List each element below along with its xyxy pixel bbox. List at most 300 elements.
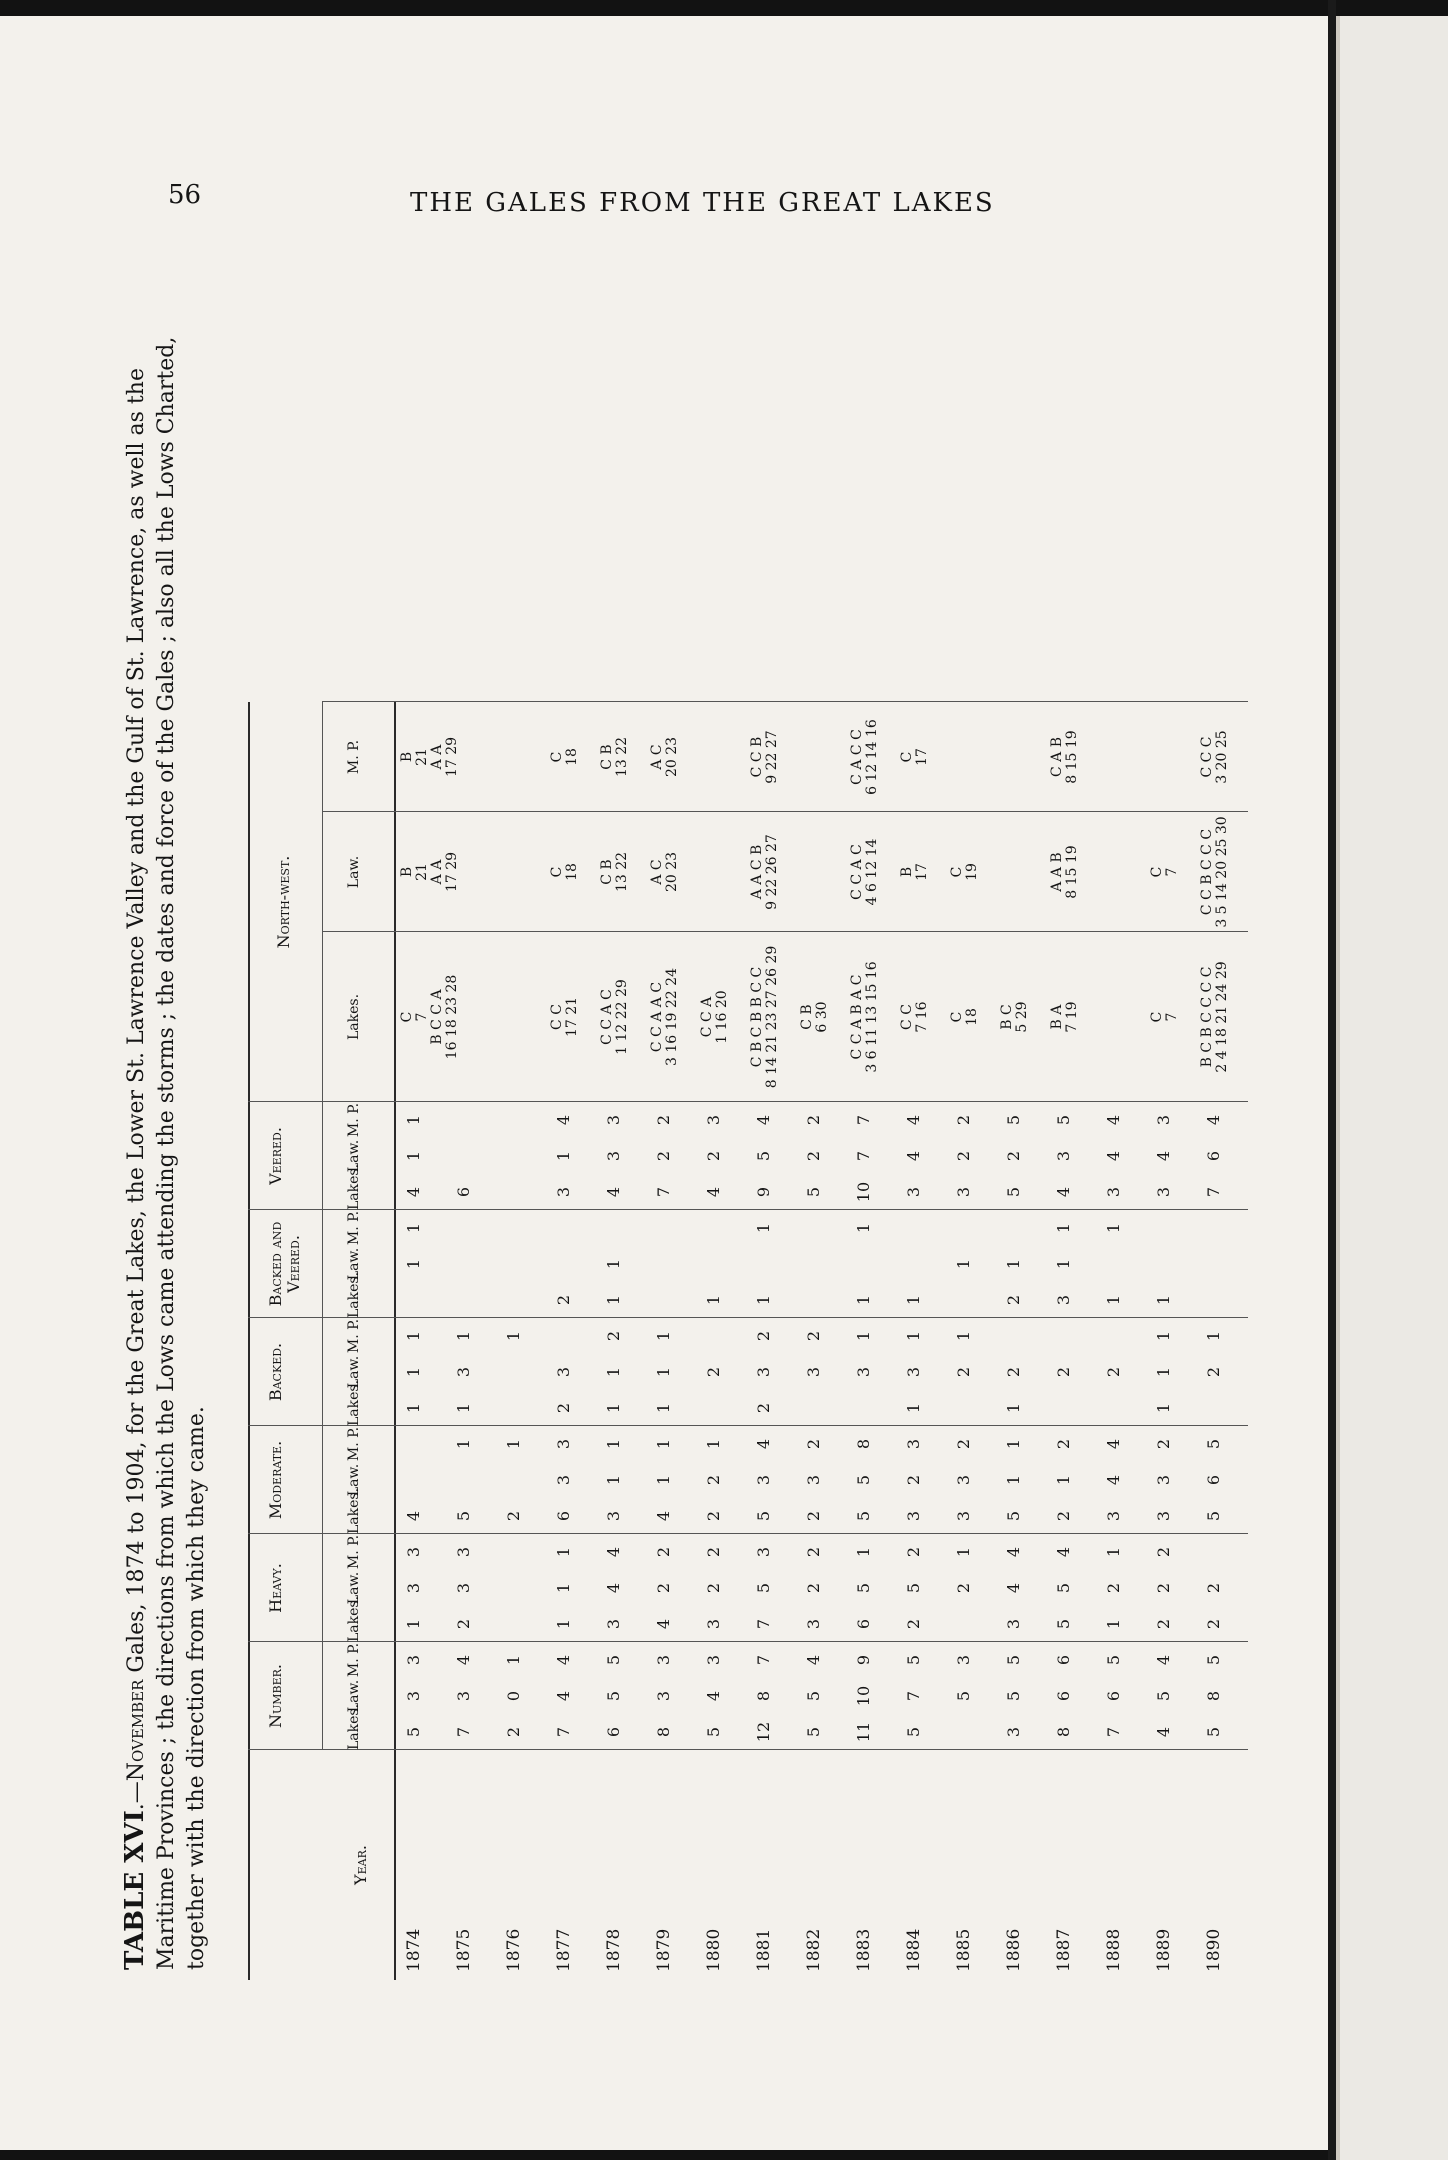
value-cell: 3 bbox=[954, 1474, 973, 1486]
value-cell: 3 bbox=[604, 1150, 623, 1162]
value-cell: 1 bbox=[604, 1294, 623, 1306]
year-cell: 1887 bbox=[1054, 1928, 1074, 1972]
value-cell: 3 bbox=[904, 1438, 923, 1450]
value-cell: 4 bbox=[404, 1510, 423, 1522]
value-cell: 1 bbox=[1054, 1222, 1073, 1234]
nw-entry: C B C B B C C 8 14 21 23 27 26 29 bbox=[749, 945, 780, 1089]
value-cell: 3 bbox=[754, 1474, 773, 1486]
value-cell: 5 bbox=[1004, 1690, 1023, 1702]
value-cell: 1 bbox=[1004, 1438, 1023, 1450]
value-cell: 4 bbox=[704, 1690, 723, 1702]
nw-entry: C C A A C 3 16 19 22 24 bbox=[649, 968, 680, 1066]
nw-entry: A C 20 23 bbox=[649, 736, 680, 778]
nw-entry: B C B C C C C 2 4 18 21 24 29 bbox=[1199, 961, 1230, 1073]
value-cell: 2 bbox=[804, 1438, 823, 1450]
value-cell: 3 bbox=[704, 1654, 723, 1666]
value-cell: 9 bbox=[854, 1654, 873, 1666]
nw-entry: A A C B 9 22 26 27 bbox=[749, 834, 780, 910]
nw-entry: C C 17 21 bbox=[549, 996, 580, 1038]
nw-entry: C C A B A C 3 6 11 13 15 16 bbox=[849, 961, 880, 1073]
value-cell: 3 bbox=[454, 1690, 473, 1702]
value-cell: 1 bbox=[404, 1222, 423, 1234]
value-cell: 4 bbox=[554, 1654, 573, 1666]
value-cell: 11 bbox=[854, 1721, 873, 1743]
value-cell: 5 bbox=[854, 1582, 873, 1594]
year-cell: 1874 bbox=[404, 1928, 424, 1972]
value-cell: 10 bbox=[854, 1685, 873, 1707]
value-cell: 4 bbox=[704, 1186, 723, 1198]
value-cell: 3 bbox=[1104, 1186, 1123, 1198]
rotated-table-block bbox=[120, 260, 1260, 1980]
value-cell: 1 bbox=[454, 1402, 473, 1414]
group-header-4: Backed and Veered. bbox=[266, 1221, 303, 1307]
value-cell: 3 bbox=[604, 1510, 623, 1522]
value-cell: 1 bbox=[404, 1258, 423, 1270]
value-cell: 6 bbox=[554, 1510, 573, 1522]
value-cell: 1 bbox=[704, 1294, 723, 1306]
value-cell: 4 bbox=[1204, 1114, 1223, 1126]
value-cell: 5 bbox=[1004, 1510, 1023, 1522]
value-cell: 2 bbox=[554, 1294, 573, 1306]
value-cell: 2 bbox=[1104, 1366, 1123, 1378]
value-cell: 1 bbox=[604, 1438, 623, 1450]
value-cell: 7 bbox=[754, 1618, 773, 1630]
group-header-1: Heavy. bbox=[266, 1563, 285, 1613]
value-cell: 1 bbox=[1004, 1474, 1023, 1486]
sub-header-5-1: Law. bbox=[346, 1139, 362, 1173]
value-cell: 4 bbox=[904, 1114, 923, 1126]
value-cell: 4 bbox=[754, 1114, 773, 1126]
nw-entry: C C A C 4 6 12 14 bbox=[849, 838, 880, 906]
table-caption bbox=[120, 270, 212, 1970]
value-cell: 7 bbox=[1104, 1726, 1123, 1738]
sub-header-4-2: M. P. bbox=[346, 1210, 362, 1246]
value-cell: 3 bbox=[1054, 1150, 1073, 1162]
value-cell: 2 bbox=[1004, 1150, 1023, 1162]
value-cell: 2 bbox=[954, 1150, 973, 1162]
value-cell: 7 bbox=[904, 1690, 923, 1702]
value-cell: 1 bbox=[704, 1438, 723, 1450]
value-cell: 2 bbox=[1154, 1546, 1173, 1558]
table-top-rule bbox=[248, 702, 250, 1980]
value-cell: 2 bbox=[1004, 1366, 1023, 1378]
value-cell: 3 bbox=[804, 1618, 823, 1630]
value-cell: 1 bbox=[1004, 1258, 1023, 1270]
value-cell: 6 bbox=[1204, 1474, 1223, 1486]
value-cell: 2 bbox=[704, 1582, 723, 1594]
value-cell: 1 bbox=[1004, 1402, 1023, 1414]
value-cell: 5 bbox=[404, 1726, 423, 1738]
value-cell: 1 bbox=[1154, 1402, 1173, 1414]
sub-header-0-0: Lakes. bbox=[346, 1703, 362, 1750]
nw-entry: C B 6 30 bbox=[799, 1001, 830, 1033]
value-cell: 5 bbox=[1054, 1114, 1073, 1126]
value-cell: 1 bbox=[654, 1402, 673, 1414]
value-cell: 2 bbox=[504, 1510, 523, 1522]
sub-header-1-0: Lakes. bbox=[346, 1595, 362, 1642]
value-cell: 1 bbox=[454, 1330, 473, 1342]
year-cell: 1883 bbox=[854, 1928, 874, 1972]
value-cell: 6 bbox=[1054, 1690, 1073, 1702]
value-cell: 5 bbox=[854, 1474, 873, 1486]
nw-entry: C C A C 1 12 22 29 bbox=[599, 979, 630, 1055]
value-cell: 1 bbox=[904, 1330, 923, 1342]
value-cell: 7 bbox=[854, 1114, 873, 1126]
group-header-rule bbox=[322, 702, 323, 1750]
value-cell: 3 bbox=[854, 1366, 873, 1378]
caption-text: Gales, 1874 to 1904, for the Great Lakes, the Lower St. Lawrence Valley and the Gulf of St. Lawrence, as well as the Maritime Provinces ; the directions from which the Lows came attending the storms ; the dates and force of the Gales ; also all the Lows Charted, together with the direction from which they came. bbox=[124, 336, 209, 1970]
value-cell: 2 bbox=[654, 1546, 673, 1558]
value-cell: 6 bbox=[604, 1726, 623, 1738]
value-cell: 4 bbox=[804, 1654, 823, 1666]
facing-page-bleed-text bbox=[1376, 1588, 1406, 1596]
value-cell: 2 bbox=[654, 1582, 673, 1594]
facing-page bbox=[1336, 16, 1448, 2160]
value-cell: 7 bbox=[454, 1726, 473, 1738]
nw-sub-header-0: Lakes. bbox=[346, 993, 362, 1041]
value-cell: 1 bbox=[954, 1546, 973, 1558]
value-cell: 4 bbox=[1054, 1546, 1073, 1558]
sub-header-2-1: Law. bbox=[346, 1463, 362, 1497]
running-head: THE GALES FROM THE GREAT LAKES bbox=[410, 188, 995, 218]
value-cell: 2 bbox=[1054, 1438, 1073, 1450]
nw-entry: C 18 bbox=[549, 863, 580, 881]
value-cell: 5 bbox=[1154, 1690, 1173, 1702]
value-cell: 2 bbox=[954, 1582, 973, 1594]
year-cell: 1888 bbox=[1104, 1928, 1124, 1972]
year-cell: 1882 bbox=[804, 1928, 824, 1972]
value-cell: 2 bbox=[754, 1330, 773, 1342]
value-cell: 7 bbox=[754, 1654, 773, 1666]
scan-border-top bbox=[0, 0, 1448, 16]
value-cell: 2 bbox=[1104, 1582, 1123, 1594]
value-cell: 5 bbox=[754, 1150, 773, 1162]
year-cell: 1886 bbox=[1004, 1928, 1024, 1972]
value-cell: 3 bbox=[1104, 1510, 1123, 1522]
value-cell: 4 bbox=[654, 1618, 673, 1630]
value-cell: 2 bbox=[704, 1150, 723, 1162]
value-cell: 1 bbox=[454, 1438, 473, 1450]
value-cell: 2 bbox=[504, 1726, 523, 1738]
value-cell: 3 bbox=[404, 1654, 423, 1666]
value-cell: 3 bbox=[1154, 1474, 1173, 1486]
sub-header-3-1: Law. bbox=[346, 1355, 362, 1389]
value-cell: 8 bbox=[854, 1438, 873, 1450]
year-cell: 1884 bbox=[904, 1928, 924, 1972]
scan-border-bottom bbox=[0, 2150, 1336, 2160]
value-cell: 3 bbox=[1154, 1510, 1173, 1522]
value-cell: 1 bbox=[404, 1150, 423, 1162]
value-cell: 4 bbox=[404, 1186, 423, 1198]
value-cell: 2 bbox=[804, 1330, 823, 1342]
caption-smallcaps: November bbox=[124, 1679, 149, 1782]
nw-sub-header-1: Law. bbox=[346, 855, 362, 889]
value-cell: 1 bbox=[754, 1294, 773, 1306]
year-cell: 1885 bbox=[954, 1928, 974, 1972]
value-cell: 3 bbox=[904, 1510, 923, 1522]
nw-col-rule-0 bbox=[322, 931, 1248, 932]
sub-header-5-0: Lakes. bbox=[346, 1163, 362, 1210]
value-cell: 2 bbox=[554, 1402, 573, 1414]
value-cell: 3 bbox=[1054, 1294, 1073, 1306]
value-cell: 1 bbox=[654, 1366, 673, 1378]
value-cell: 3 bbox=[1154, 1186, 1173, 1198]
value-cell: 8 bbox=[754, 1690, 773, 1702]
group-header-0: Number. bbox=[266, 1664, 285, 1729]
value-cell: 4 bbox=[554, 1114, 573, 1126]
value-cell: 1 bbox=[1154, 1366, 1173, 1378]
value-cell: 1 bbox=[854, 1546, 873, 1558]
value-cell: 5 bbox=[704, 1726, 723, 1738]
value-cell: 2 bbox=[1054, 1366, 1073, 1378]
nw-entry: C C A 1 16 20 bbox=[699, 990, 730, 1044]
nw-col-rule-1 bbox=[322, 811, 1248, 812]
year-cell: 1889 bbox=[1154, 1928, 1174, 1972]
value-cell: 1 bbox=[1204, 1330, 1223, 1342]
value-cell: 8 bbox=[654, 1726, 673, 1738]
value-cell: 3 bbox=[904, 1366, 923, 1378]
value-cell: 1 bbox=[504, 1330, 523, 1342]
nw-entry: C 7 B C C A 16 18 23 28 bbox=[399, 974, 460, 1060]
value-cell: 2 bbox=[904, 1474, 923, 1486]
nw-entry: A A B 8 15 19 bbox=[1049, 845, 1080, 899]
value-cell: 3 bbox=[754, 1366, 773, 1378]
value-cell: 2 bbox=[1154, 1438, 1173, 1450]
value-cell: 5 bbox=[1204, 1726, 1223, 1738]
value-cell: 3 bbox=[404, 1582, 423, 1594]
group-header-5: Veered. bbox=[266, 1127, 285, 1185]
value-cell: 4 bbox=[454, 1654, 473, 1666]
value-cell: 6 bbox=[1104, 1690, 1123, 1702]
value-cell: 3 bbox=[954, 1186, 973, 1198]
year-cell: 1890 bbox=[1204, 1928, 1224, 1972]
group-rule-2 bbox=[248, 1425, 1248, 1426]
year-cell: 1877 bbox=[554, 1928, 574, 1972]
caption-label: TABLE XVI bbox=[120, 1810, 150, 1970]
nw-entry: C C 7 16 bbox=[899, 1001, 930, 1033]
value-cell: 6 bbox=[1054, 1654, 1073, 1666]
year-cell: 1876 bbox=[504, 1928, 524, 1972]
value-cell: 5 bbox=[954, 1690, 973, 1702]
value-cell: 6 bbox=[454, 1186, 473, 1198]
value-cell: 3 bbox=[454, 1546, 473, 1558]
group-rule-4 bbox=[248, 1209, 1248, 1210]
value-cell: 1 bbox=[504, 1654, 523, 1666]
sub-header-4-1: Law. bbox=[346, 1247, 362, 1281]
value-cell: 3 bbox=[404, 1546, 423, 1558]
year-cell: 1881 bbox=[754, 1928, 774, 1972]
value-cell: 1 bbox=[654, 1474, 673, 1486]
value-cell: 5 bbox=[754, 1582, 773, 1594]
value-cell: 5 bbox=[1104, 1654, 1123, 1666]
nw-entry: C C B C C C 3 5 14 20 25 30 bbox=[1199, 816, 1230, 928]
sub-header-2-0: Lakes. bbox=[346, 1487, 362, 1534]
nw-entry: C C B 9 22 27 bbox=[749, 730, 780, 784]
value-cell: 6 bbox=[1204, 1150, 1223, 1162]
value-cell: 6 bbox=[854, 1618, 873, 1630]
value-cell: 5 bbox=[604, 1654, 623, 1666]
book-gutter bbox=[1328, 0, 1336, 2160]
year-cell: 1875 bbox=[454, 1928, 474, 1972]
year-header: Year. bbox=[351, 1845, 370, 1885]
nw-entry: C 18 bbox=[549, 748, 580, 766]
nw-entry: C B 13 22 bbox=[599, 851, 630, 893]
value-cell: 2 bbox=[1004, 1294, 1023, 1306]
value-cell: 3 bbox=[654, 1690, 673, 1702]
group-rule-3 bbox=[248, 1317, 1248, 1318]
page-number: 56 bbox=[168, 180, 202, 210]
value-cell: 1 bbox=[604, 1366, 623, 1378]
nw-entry: B A 7 19 bbox=[1049, 1001, 1080, 1033]
value-cell: 3 bbox=[554, 1366, 573, 1378]
value-cell: 5 bbox=[904, 1582, 923, 1594]
value-cell: 0 bbox=[504, 1690, 523, 1702]
value-cell: 2 bbox=[804, 1150, 823, 1162]
value-cell: 1 bbox=[854, 1330, 873, 1342]
value-cell: 5 bbox=[1004, 1186, 1023, 1198]
year-cell: 1878 bbox=[604, 1928, 624, 1972]
value-cell: 1 bbox=[754, 1222, 773, 1234]
value-cell: 2 bbox=[954, 1438, 973, 1450]
value-cell: 12 bbox=[754, 1721, 773, 1743]
nw-entry: B C 5 29 bbox=[999, 1001, 1030, 1033]
value-cell: 2 bbox=[1154, 1618, 1173, 1630]
value-cell: 8 bbox=[1054, 1726, 1073, 1738]
value-cell: 4 bbox=[604, 1186, 623, 1198]
value-cell: 4 bbox=[1104, 1150, 1123, 1162]
value-cell: 3 bbox=[554, 1186, 573, 1198]
caption-dash: .— bbox=[124, 1781, 149, 1811]
value-cell: 5 bbox=[754, 1510, 773, 1522]
value-cell: 2 bbox=[804, 1546, 823, 1558]
value-cell: 1 bbox=[1104, 1546, 1123, 1558]
value-cell: 8 bbox=[1204, 1690, 1223, 1702]
value-cell: 1 bbox=[1154, 1294, 1173, 1306]
value-cell: 5 bbox=[804, 1690, 823, 1702]
nw-entry: C B 13 22 bbox=[599, 736, 630, 778]
nw-entry: C C C 3 20 25 bbox=[1199, 730, 1230, 784]
value-cell: 1 bbox=[404, 1330, 423, 1342]
value-cell: 7 bbox=[1204, 1186, 1223, 1198]
value-cell: 7 bbox=[854, 1150, 873, 1162]
group-header-2: Moderate. bbox=[266, 1440, 285, 1520]
value-cell: 5 bbox=[1054, 1618, 1073, 1630]
value-cell: 2 bbox=[804, 1114, 823, 1126]
value-cell: 2 bbox=[1204, 1618, 1223, 1630]
value-cell: 10 bbox=[854, 1181, 873, 1203]
value-cell: 9 bbox=[754, 1186, 773, 1198]
value-cell: 5 bbox=[1004, 1114, 1023, 1126]
value-cell: 2 bbox=[654, 1150, 673, 1162]
value-cell: 1 bbox=[554, 1546, 573, 1558]
value-cell: 3 bbox=[554, 1474, 573, 1486]
value-cell: 2 bbox=[1054, 1510, 1073, 1522]
value-cell: 1 bbox=[604, 1258, 623, 1270]
value-cell: 5 bbox=[904, 1726, 923, 1738]
nw-entry: C 17 bbox=[899, 748, 930, 766]
value-cell: 1 bbox=[654, 1330, 673, 1342]
value-cell: 5 bbox=[854, 1510, 873, 1522]
sub-header-0-1: Law. bbox=[346, 1679, 362, 1713]
value-cell: 3 bbox=[454, 1582, 473, 1594]
sub-header-1-1: Law. bbox=[346, 1571, 362, 1605]
value-cell: 4 bbox=[1154, 1150, 1173, 1162]
value-cell: 1 bbox=[1154, 1330, 1173, 1342]
value-cell: 3 bbox=[404, 1690, 423, 1702]
value-cell: 1 bbox=[504, 1438, 523, 1450]
nw-entry: B 21 A A 17 29 bbox=[399, 736, 460, 778]
value-cell: 3 bbox=[704, 1114, 723, 1126]
value-cell: 3 bbox=[604, 1618, 623, 1630]
value-cell: 3 bbox=[704, 1618, 723, 1630]
nw-entry: C 18 bbox=[949, 1008, 980, 1026]
group-rule-0 bbox=[248, 1641, 1248, 1642]
value-cell: 4 bbox=[1104, 1438, 1123, 1450]
group-rule-5 bbox=[248, 1101, 1248, 1102]
value-cell: 3 bbox=[454, 1366, 473, 1378]
nw-entry: C A B 8 15 19 bbox=[1049, 730, 1080, 784]
value-cell: 3 bbox=[954, 1510, 973, 1522]
value-cell: 3 bbox=[804, 1366, 823, 1378]
value-cell: 3 bbox=[654, 1654, 673, 1666]
value-cell: 4 bbox=[904, 1150, 923, 1162]
value-cell: 1 bbox=[904, 1294, 923, 1306]
value-cell: 1 bbox=[954, 1258, 973, 1270]
value-cell: 4 bbox=[604, 1546, 623, 1558]
value-cell: 4 bbox=[1004, 1546, 1023, 1558]
year-cell: 1880 bbox=[704, 1928, 724, 1972]
value-cell: 2 bbox=[1204, 1582, 1223, 1594]
value-cell: 4 bbox=[1154, 1726, 1173, 1738]
sub-header-3-2: M. P. bbox=[346, 1318, 362, 1354]
value-cell: 1 bbox=[404, 1114, 423, 1126]
value-cell: 5 bbox=[1004, 1654, 1023, 1666]
value-cell: 2 bbox=[704, 1474, 723, 1486]
value-cell: 2 bbox=[704, 1366, 723, 1378]
nw-entry: C 19 bbox=[949, 863, 980, 881]
value-cell: 5 bbox=[454, 1510, 473, 1522]
value-cell: 4 bbox=[1104, 1474, 1123, 1486]
value-cell: 5 bbox=[804, 1726, 823, 1738]
value-cell: 3 bbox=[1004, 1726, 1023, 1738]
sub-header-1-2: M. P. bbox=[346, 1534, 362, 1570]
nw-col-rule-2 bbox=[322, 701, 1248, 702]
value-cell: 1 bbox=[604, 1474, 623, 1486]
header-bottom-rule bbox=[394, 702, 396, 1980]
facing-page-edge bbox=[1336, 16, 1340, 2160]
value-cell: 4 bbox=[1004, 1582, 1023, 1594]
value-cell: 4 bbox=[604, 1582, 623, 1594]
value-cell: 1 bbox=[1054, 1474, 1073, 1486]
value-cell: 1 bbox=[654, 1438, 673, 1450]
value-cell: 2 bbox=[1154, 1582, 1173, 1594]
sub-header-3-0: Lakes. bbox=[346, 1379, 362, 1426]
value-cell: 1 bbox=[854, 1222, 873, 1234]
value-cell: 1 bbox=[1104, 1618, 1123, 1630]
value-cell: 5 bbox=[1054, 1582, 1073, 1594]
gales-table bbox=[248, 260, 1260, 1980]
value-cell: 1 bbox=[404, 1366, 423, 1378]
value-cell: 5 bbox=[1204, 1510, 1223, 1522]
value-cell: 2 bbox=[454, 1618, 473, 1630]
nw-entry: B 21 A A 17 29 bbox=[399, 851, 460, 893]
value-cell: 3 bbox=[1154, 1114, 1173, 1126]
value-cell: 7 bbox=[654, 1186, 673, 1198]
sub-header-4-0: Lakes. bbox=[346, 1271, 362, 1318]
value-cell: 3 bbox=[554, 1438, 573, 1450]
value-cell: 3 bbox=[804, 1474, 823, 1486]
value-cell: 3 bbox=[954, 1654, 973, 1666]
